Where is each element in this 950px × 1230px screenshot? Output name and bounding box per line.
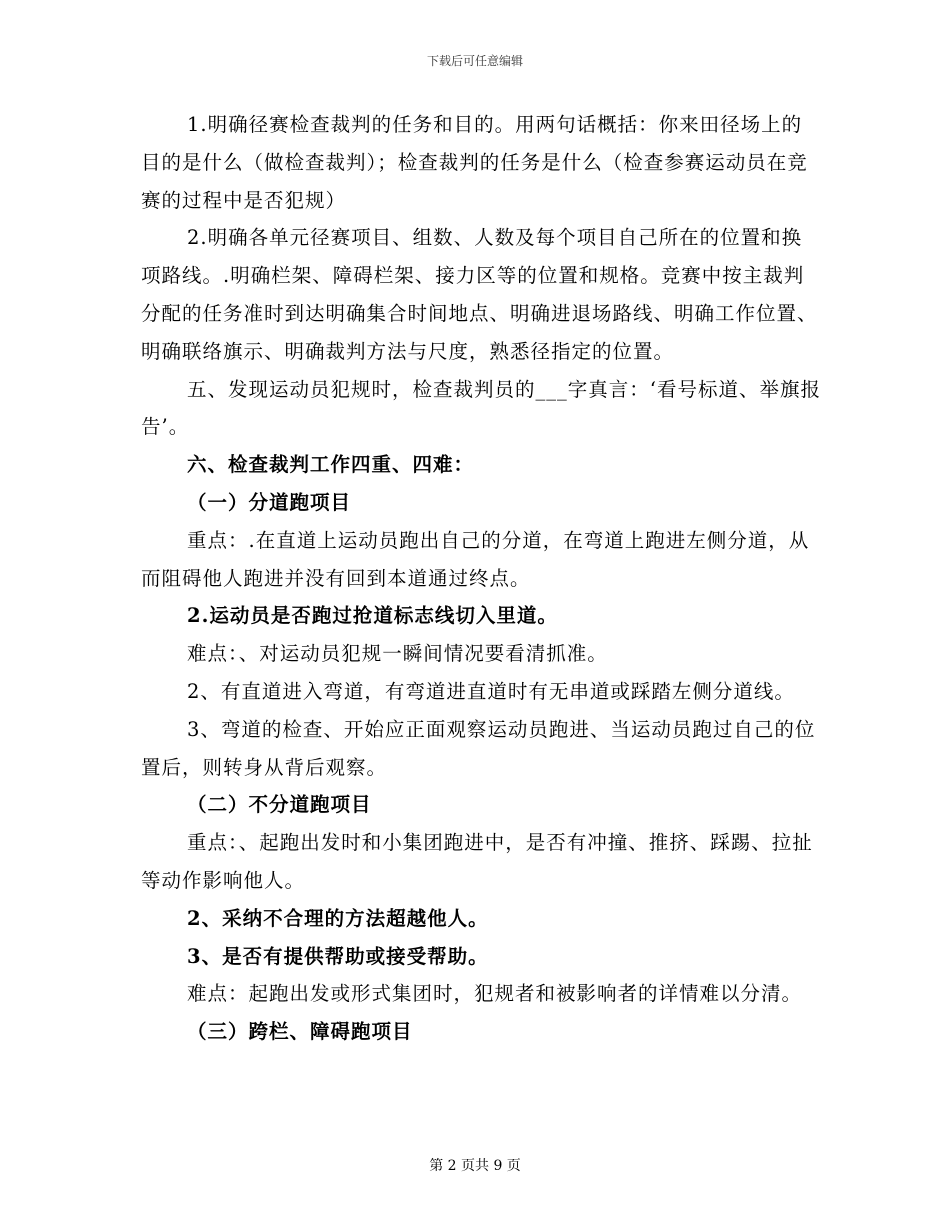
page-footer: 第 2 页共 9 页 bbox=[429, 1158, 521, 1174]
subsection-heading-2: （二）不分道跑项目 bbox=[187, 793, 372, 817]
paragraph-key-point-2: 2.运动员是否跑过抢道标志线切入里道。 bbox=[187, 604, 558, 628]
paragraph-difficulty-b: 难点：起跑出发或形式集团时，犯规者和被影响者的详情难以分清。 bbox=[187, 982, 803, 1006]
section-heading-6: 六、检查裁判工作四重、四难： bbox=[187, 453, 475, 477]
paragraph-difficulty-2: 2、有直道进入弯道，有弯道进直道时有无串道或踩踏左侧分道线。 bbox=[187, 679, 795, 703]
paragraph-difficulty-1: 难点：、对运动员犯规一瞬间情况要看清抓准。 bbox=[187, 642, 608, 666]
document-body bbox=[141, 106, 821, 1051]
paragraph-2: 2.明确各单元径赛项目、组数、人数及每个项目自己所在的位置和换项路线。.明确栏架、障碍栏架、接力区等的位置和规格。竞赛中按主裁判分配的任务准时到达明确集合时间地点、明确进退场路线、明确工作位置、明确联络旗示、明确裁判方法与尺度，熟悉径指定的位置。 bbox=[141, 226, 818, 363]
paragraph-key-points-2: 重点：、起跑出发时和小集团跑进中，是否有冲撞、推挤、踩踢、拉扯等动作影响他人。 bbox=[141, 831, 813, 892]
paragraph-key-points-1: 重点：.在直道上运动员跑出自己的分道，在弯道上跑进左侧分道，从而阻碍他人跑进并没有回到本道通过终点。 bbox=[141, 528, 810, 590]
paragraph-key-point-2b: 2、采纳不合理的方法超越他人。 bbox=[187, 906, 489, 930]
paragraph-key-point-3b: 3、是否有提供帮助或接受帮助。 bbox=[187, 944, 489, 968]
paragraph-difficulty-3: 3、弯道的检查、开始应正面观察运动员跑进、当运动员跑过自己的位置后，则转身从背后观察。 bbox=[141, 717, 816, 779]
subsection-heading-3: （三）跨栏、障碍跑项目 bbox=[187, 1020, 413, 1044]
paragraph-1: 1.明确径赛检查裁判的任务和目的。用两句话概括：你来田径场上的目的是什么（做检查裁判）；检查裁判的任务是什么（检查参赛运动员在竞赛的过程中是否犯规） bbox=[141, 113, 808, 212]
paragraph-3: 五、发现运动员犯规时，检查裁判员的___字真言：‘看号标道、举旗报告’。 bbox=[141, 377, 821, 439]
page-header: 下载后可任意编辑 bbox=[426, 54, 523, 68]
subsection-heading-1: （一）分道跑项目 bbox=[187, 490, 352, 514]
